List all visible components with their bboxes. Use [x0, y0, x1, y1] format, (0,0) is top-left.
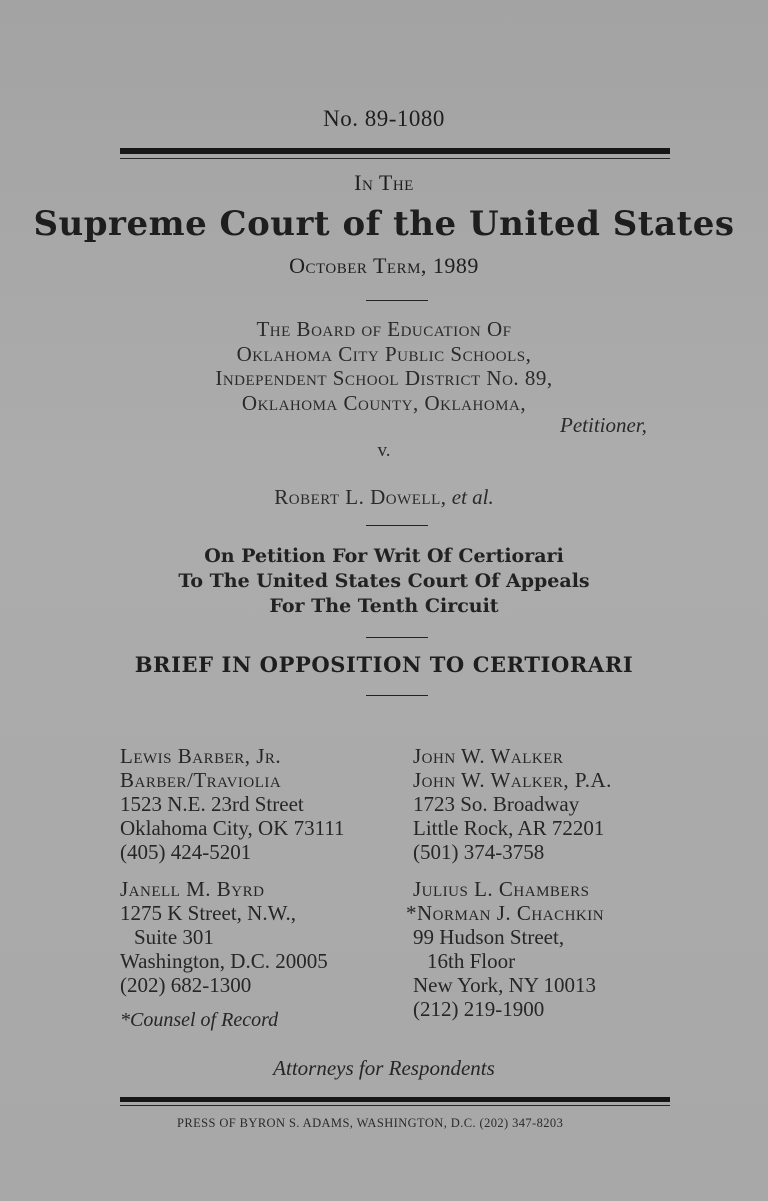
counsel-left-block-2 [120, 877, 328, 997]
attorney-name: Janell M. Byrd [120, 877, 265, 901]
phone-number: (202) 682-1300 [120, 973, 252, 997]
petitioner-line: Oklahoma City Public Schools, [236, 341, 532, 366]
respondent-etal: et al. [451, 485, 494, 509]
phone-number: (501) 374-3758 [413, 840, 545, 864]
attorney-name: Lewis Barber, Jr. [120, 744, 282, 768]
petition-line: For The Tenth Circuit [269, 595, 499, 617]
divider-4 [366, 695, 428, 696]
petitioner-line: Independent School District No. 89, [215, 366, 553, 390]
address-line: 1275 K Street, N.W., [120, 901, 296, 925]
address-line: New York, NY 10013 [413, 973, 596, 997]
petitioner-block [0, 317, 768, 415]
petition-line: On Petition For Writ Of Certiorari [204, 545, 564, 567]
firm-name: John W. Walker, P.A. [413, 768, 612, 792]
address-line: Suite 301 [134, 925, 214, 949]
address-line: 99 Hudson Street, [413, 925, 565, 949]
petitioner-role: Petitioner, [560, 413, 647, 437]
counsel-right-block-1 [413, 744, 612, 864]
term-heading: October Term, 1989 [289, 253, 479, 278]
divider-3 [366, 637, 428, 638]
attorney-name: *Norman J. Chachkin [406, 901, 605, 925]
court-name: Supreme Court of the United States [33, 204, 735, 244]
docket-number: No. 89-1080 [323, 106, 445, 131]
attorneys-for: Attorneys for Respondents [273, 1056, 495, 1080]
address-line: 1523 N.E. 23rd Street [120, 792, 304, 816]
address-line: 1723 So. Broadway [413, 792, 580, 816]
counsel-right-block-2 [406, 877, 605, 1021]
respondent-line [0, 485, 768, 510]
attorney-name: John W. Walker [413, 744, 564, 768]
top-thin-rule [120, 158, 670, 159]
counsel-of-record-note: *Counsel of Record [120, 1009, 279, 1031]
attorney-name: Julius L. Chambers [413, 877, 590, 901]
top-thick-rule [120, 148, 670, 154]
printer-imprint: PRESS OF BYRON S. ADAMS, WASHINGTON, D.C. (202) 347-8203 [177, 1116, 564, 1130]
counsel-left-block-1 [120, 744, 345, 864]
firm-name: Barber/Traviolia [120, 768, 282, 792]
petition-line: To The United States Court Of Appeals [178, 570, 590, 592]
petitioner-line: The Board of Education Of [256, 317, 512, 341]
address-line: Washington, D.C. 20005 [120, 949, 328, 973]
address-line: Oklahoma City, OK 73111 [120, 816, 345, 840]
petitioner-line: Oklahoma County, Oklahoma, [241, 390, 527, 415]
petition-block [0, 544, 768, 619]
address-line: Little Rock, AR 72201 [413, 816, 605, 840]
in-the-heading: In The [354, 170, 414, 195]
divider-1 [366, 300, 428, 301]
bottom-thick-rule [120, 1097, 670, 1102]
respondent-name: Robert L. Dowell, [274, 485, 447, 509]
phone-number: (212) 219-1900 [413, 997, 545, 1021]
brief-title: BRIEF IN OPPOSITION TO CERTIORARI [134, 652, 634, 677]
address-line: 16th Floor [427, 949, 516, 973]
versus: v. [377, 440, 391, 461]
bottom-thin-rule [120, 1105, 670, 1106]
divider-2 [366, 525, 428, 526]
phone-number: (405) 424-5201 [120, 840, 252, 864]
